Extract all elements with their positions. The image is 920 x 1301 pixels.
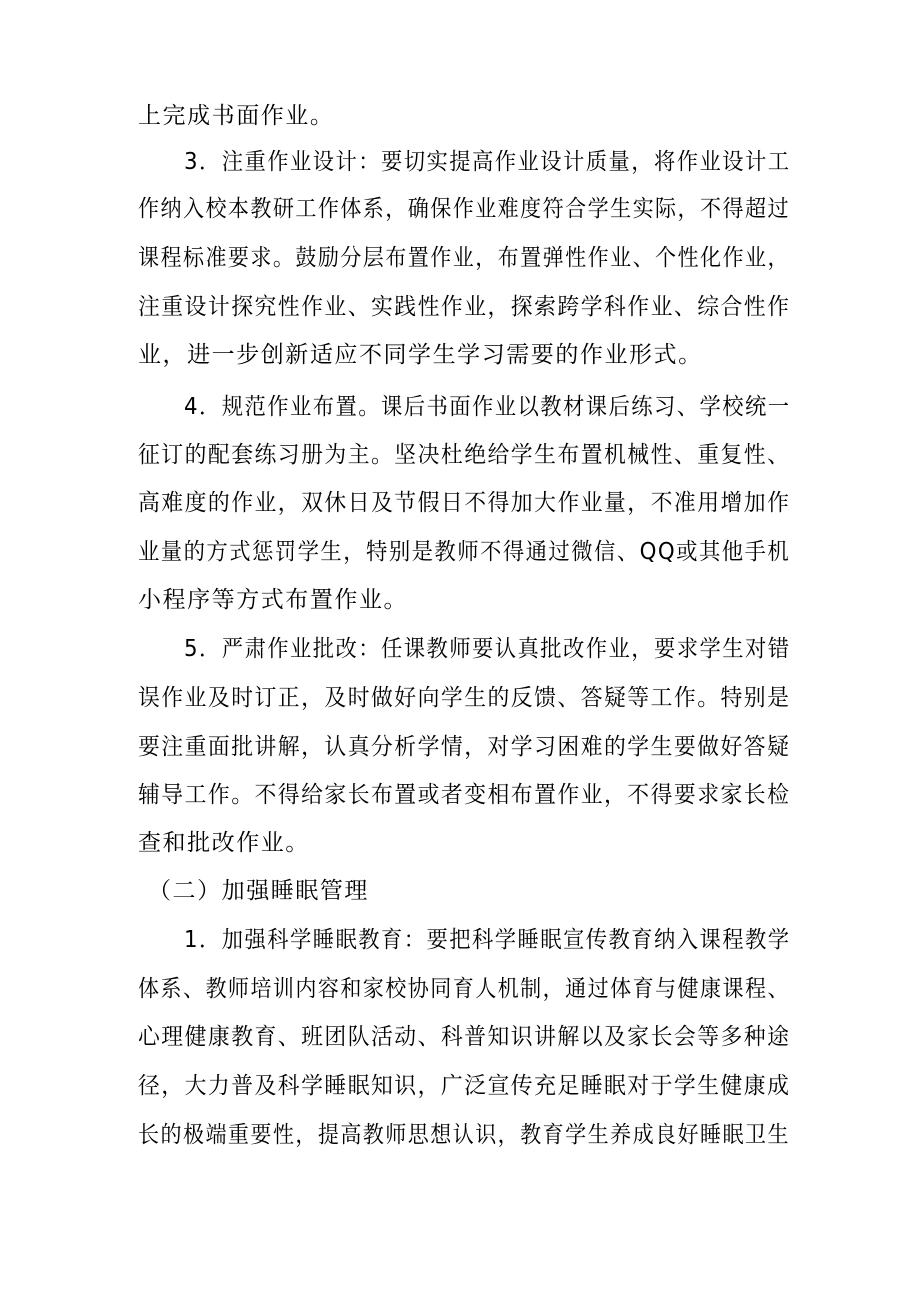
text-line: 征订的配套练习册为主。坚决杜绝给学生布置机械性、重复性、 xyxy=(138,442,791,468)
text-line: 心理健康教育、班团队活动、科普知识讲解以及家长会等多种途 xyxy=(138,1024,791,1050)
text-line: 要注重面批讲解，认真分析学情，对学习困难的学生要做好答疑 xyxy=(138,734,791,760)
text-line: 查和批改作业。 xyxy=(138,830,310,856)
item-1-heading-line: 1．加强科学睡眠教育：要把科学睡眠宣传教育纳入课程教学 xyxy=(184,927,791,953)
section-heading: （二）加强睡眠管理 xyxy=(148,878,369,904)
text-line: 注重设计探究性作业、实践性作业，探索跨学科作业、综合性作 xyxy=(138,294,791,320)
text-line: 课程标准要求。鼓励分层布置作业，布置弹性作业、个性化作业， xyxy=(138,245,790,271)
text-line: 上完成书面作业。 xyxy=(138,103,335,129)
text-line: 长的极端重要性，提高教师思想认识，教育学生养成良好睡眠卫生 xyxy=(138,1122,790,1148)
text-line: 作纳入校本教研工作体系，确保作业难度符合学生实际，不得超过 xyxy=(138,196,790,222)
item-4-heading-line: 4．规范作业布置。课后书面作业以教材课后练习、学校统一 xyxy=(184,394,791,420)
text-line: 业，进一步创新适应不同学生学习需要的作业形式。 xyxy=(138,342,703,368)
text-line: 径，大力普及科学睡眠知识，广泛宣传充足睡眠对于学生健康成 xyxy=(138,1073,791,1099)
text-line: 业量的方式惩罚学生，特别是教师不得通过微信、QQ或其他手机 xyxy=(138,539,791,565)
text-line: 高难度的作业，双休日及节假日不得加大作业量，不准用增加作 xyxy=(138,490,791,516)
text-line: 小程序等方式布置作业。 xyxy=(138,587,409,613)
item-3-heading-line: 3．注重作业设计：要切实提高作业设计质量，将作业设计工 xyxy=(184,149,791,175)
text-line: 误作业及时订正，及时做好向学生的反馈、答疑等工作。特别是 xyxy=(138,685,791,711)
text-line: 辅导工作。不得给家长布置或者变相布置作业，不得要求家长检 xyxy=(138,782,791,808)
text-line: 体系、教师培训内容和家校协同育人机制，通过体育与健康课程、 xyxy=(138,976,790,1002)
item-5-heading-line: 5．严肃作业批改：任课教师要认真批改作业，要求学生对错 xyxy=(184,636,791,662)
